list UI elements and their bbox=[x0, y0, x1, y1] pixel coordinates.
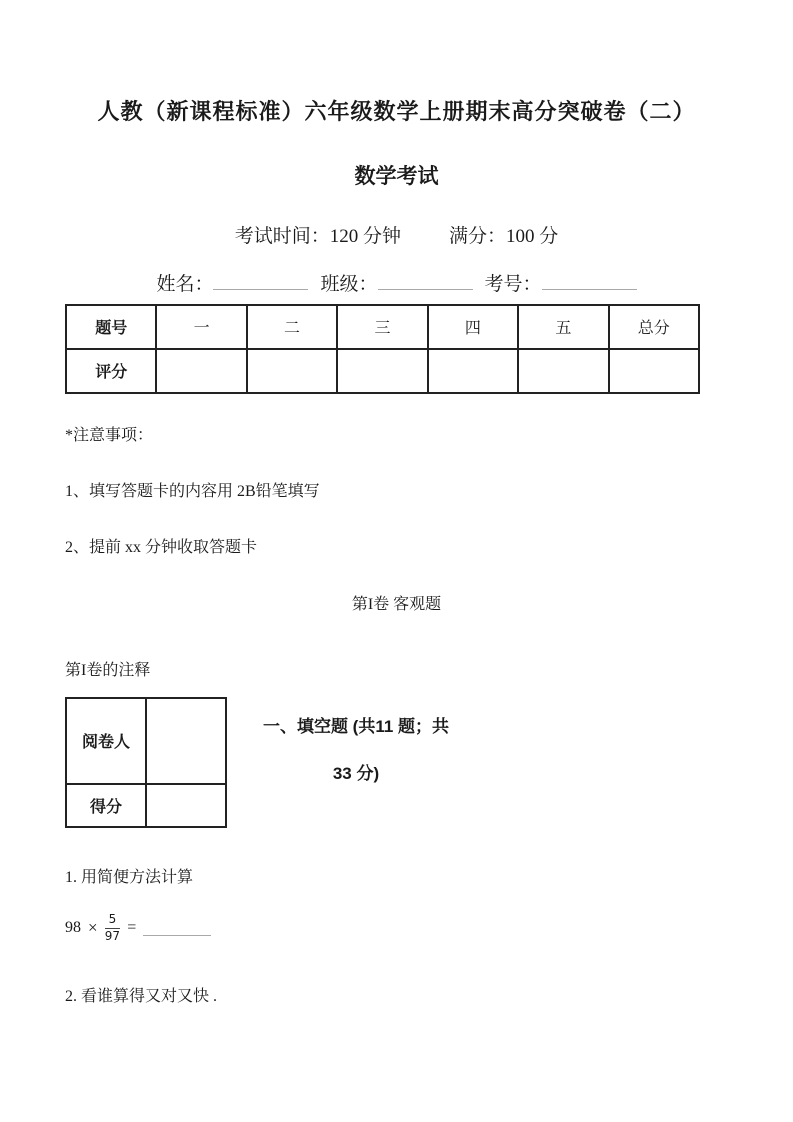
score-table-cell bbox=[518, 349, 608, 393]
score-table-cell bbox=[609, 349, 699, 393]
page-title: 人教（新课程标准）六年级数学上册期末高分突破卷（二） bbox=[97, 99, 696, 124]
score-row bbox=[66, 784, 226, 827]
exam-no-blank bbox=[542, 272, 637, 290]
volume-note: 第I卷的注释 bbox=[65, 661, 151, 679]
name-blank bbox=[213, 272, 308, 290]
score-table-cell bbox=[247, 349, 337, 393]
score-table-cell bbox=[337, 349, 427, 393]
score-table-corner-cell: 题号 bbox=[66, 305, 156, 349]
notice-item-2: 2、提前 xx 分钟收取答题卡 bbox=[65, 538, 258, 556]
student-info-line bbox=[65, 269, 728, 296]
name-label: 姓名： bbox=[156, 273, 214, 295]
grader-label: 阅卷人 bbox=[66, 698, 146, 784]
fraction-numerator: 5 bbox=[105, 913, 121, 929]
score-table-header-cell: 二 bbox=[247, 305, 337, 349]
section-one-header bbox=[65, 697, 728, 828]
score-table-header-row bbox=[66, 305, 699, 349]
score-table-header-cell: 四 bbox=[428, 305, 518, 349]
exam-duration: 考试时间：120 分钟 bbox=[234, 225, 401, 247]
score-table-header-cell: 三 bbox=[337, 305, 427, 349]
equals-sign: = bbox=[127, 919, 137, 937]
score-table-cell bbox=[428, 349, 518, 393]
class-label: 班级： bbox=[320, 273, 378, 295]
score-table-header-cell: 五 bbox=[518, 305, 608, 349]
section-heading-line-2: 33 分) bbox=[332, 764, 380, 784]
fraction-denominator: 97 bbox=[104, 928, 121, 943]
grader-table bbox=[65, 697, 227, 828]
section-one-heading bbox=[236, 703, 476, 798]
grader-row bbox=[66, 698, 226, 784]
score-table-header-cell: 总分 bbox=[609, 305, 699, 349]
multiply-sign: × bbox=[88, 918, 98, 938]
score-summary-table bbox=[65, 304, 700, 394]
fraction bbox=[105, 913, 121, 944]
exam-full-score: 满分：100 分 bbox=[449, 225, 559, 247]
exam-no-label: 考号： bbox=[484, 273, 542, 295]
score-table-value-row bbox=[66, 349, 699, 393]
volume-title: 第I卷 客观题 bbox=[351, 595, 442, 613]
grader-value-cell bbox=[146, 698, 226, 784]
section-heading-line-1: 一、填空题 (共11 题；共 bbox=[262, 716, 450, 736]
question-1-expression bbox=[65, 913, 728, 944]
notice-item-1: 1、填写答题卡的内容用 2B铅笔填写 bbox=[65, 482, 320, 500]
class-blank bbox=[378, 272, 473, 290]
score-table-row-label: 评分 bbox=[66, 349, 156, 393]
answer-blank bbox=[143, 921, 211, 936]
score-table-cell bbox=[156, 349, 246, 393]
score-label: 得分 bbox=[66, 784, 146, 827]
notice-heading: *注意事项： bbox=[65, 426, 154, 444]
expression-operand: 98 bbox=[65, 919, 81, 937]
question-1-label: 1. 用简便方法计算 bbox=[65, 868, 194, 886]
question-2-label: 2. 看谁算得又对又快 . bbox=[65, 988, 218, 1006]
exam-subtitle: 数学考试 bbox=[354, 164, 439, 188]
score-table-header-cell: 一 bbox=[156, 305, 246, 349]
exam-info-line bbox=[65, 221, 728, 248]
score-value-cell bbox=[146, 784, 226, 827]
